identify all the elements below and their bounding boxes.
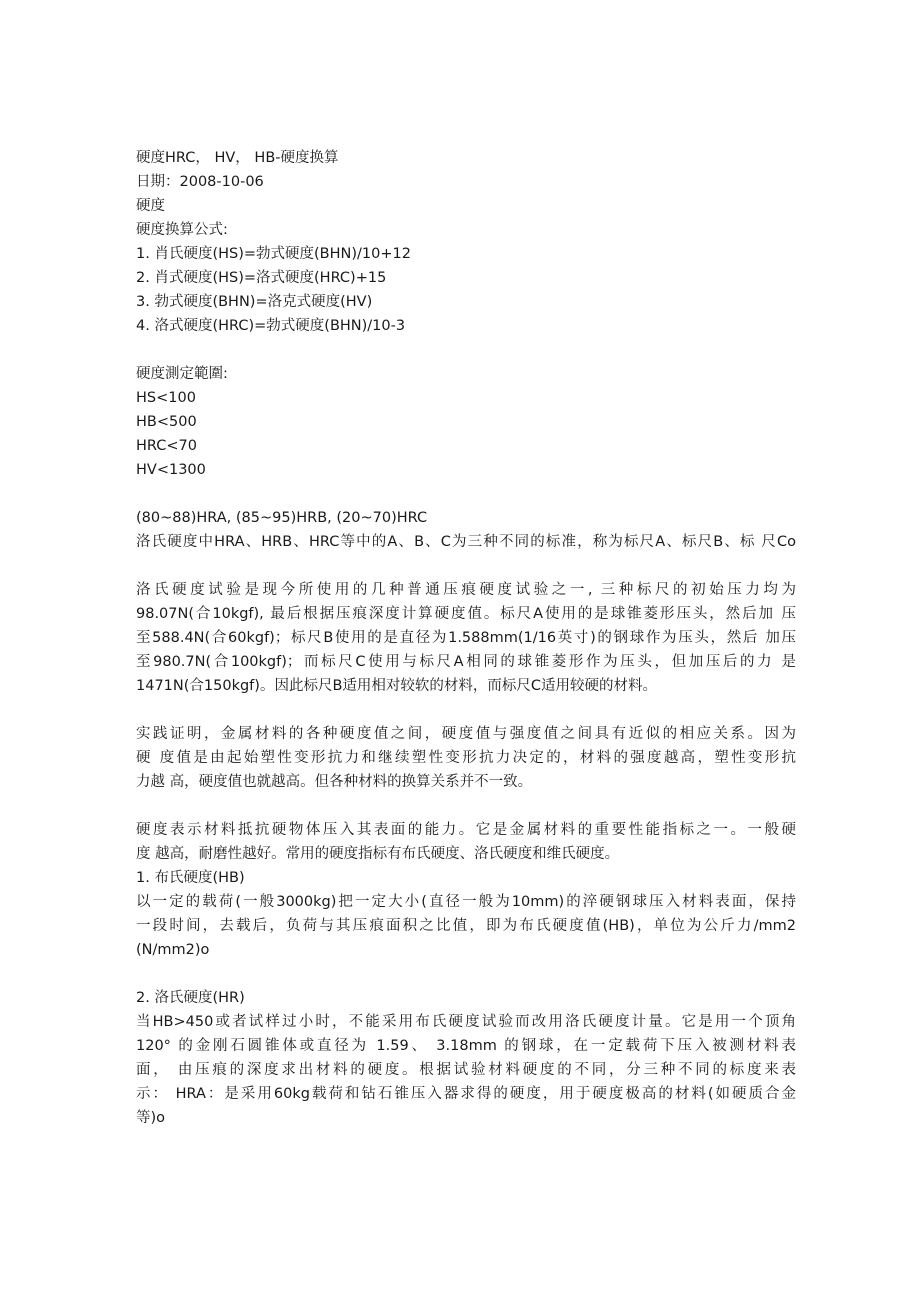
- rockwell-line: 示： HRA：是采用60kg载荷和钻石锥压入器求得的硬度，用于硬度极高的材料(如硬质合金: [136, 1086, 796, 1102]
- formulas-heading: 硬度换算公式:: [136, 222, 228, 238]
- formula-item: 1. 肖氏硬度(HS)=勃式硬度(BHN)/10+12: [136, 246, 411, 262]
- practice-line: 力越 高，硬度值也就越高。但各种材料的换算关系并不一致。: [136, 774, 533, 790]
- rockwell-test-line: 98.07N(合10kgf), 最后根据压痕深度计算硬度值。标尺A使用的是球锥菱形压头，然后加 压: [136, 606, 796, 622]
- formula-item: 2. 肖式硬度(HS)=洛式硬度(HRC)+15: [136, 270, 387, 286]
- range-item: HS<100: [136, 390, 196, 406]
- brinell-heading: 1. 布氏硬度(HB): [136, 870, 245, 886]
- scales-line: (80~88)HRA, (85~95)HRB, (20~70)HRC: [136, 510, 428, 526]
- ranges-heading: 硬度測定範圍:: [136, 366, 228, 382]
- definition-line: 度 越高，耐磨性越好。常用的硬度指标有布氏硬度、洛氏硬度和维氏硬度。: [136, 846, 620, 862]
- brinell-line: (N/mm2)o: [136, 942, 210, 958]
- rockwell-line: 当HB>450或者试样过小时，不能采用布氏硬度试验而改用洛氏硬度计量。它是用一个顶角: [136, 1014, 796, 1030]
- rockwell-test-line: 1471N(合150kgf)。因此标尺B适用相对较软的材料，而标尺C适用较硬的材料。: [136, 678, 658, 694]
- rockwell-heading: 2. 洛氏硬度(HR): [136, 990, 245, 1006]
- practice-line: 实践证明，金属材料的各种硬度值之间，硬度值与强度值之间具有近似的相应关系。因为: [136, 726, 796, 742]
- range-item: HB<500: [136, 414, 197, 430]
- rockwell-line: 120° 的金刚石圆锥体或直径为 1.59、 3.18mm 的钢球，在一定载荷下压入被测材料表: [136, 1038, 796, 1054]
- doc-category: 硬度: [136, 198, 165, 214]
- doc-title: 硬度HRC， HV， HB-硬度换算: [136, 150, 339, 166]
- range-item: HRC<70: [136, 438, 197, 454]
- rockwell-line: 面， 由压痕的深度求出材料的硬度。根据试验材料硬度的不同，分三种不同的标度来表: [136, 1062, 796, 1078]
- brinell-line: 以一定的载荷(一般3000kg)把一定大小(直径一般为10mm)的淬硬钢球压入材料表面，保持: [136, 894, 796, 910]
- rockwell-test-line: 至980.7N(合100kgf)；而标尺C使用与标尺A相同的球锥菱形作为压头，但加压后的力 是: [136, 654, 796, 670]
- definition-line: 硬度表示材料抵抗硬物体压入其表面的能力。它是金属材料的重要性能指标之一。一般硬: [136, 822, 796, 838]
- rockwell-test-line: 至588.4N(合60kgf)；标尺B使用的是直径为1.588mm(1/16英寸)的钢球作为压头，然后 加压: [136, 630, 796, 646]
- rockwell-line: 等)o: [136, 1110, 166, 1126]
- rockwell-test-line: 洛氏硬度试验是现今所使用的几种普通压痕硬度试验之一, 三种标尺的初始压力均为: [136, 582, 796, 598]
- range-item: HV<1300: [136, 462, 206, 478]
- formula-item: 3. 勃式硬度(BHN)=洛克式硬度(HV): [136, 294, 373, 310]
- brinell-line: 一段时间，去载后，负荷与其压痕面积之比值，即为布氏硬度值(HB)，单位为公斤力/mm2: [136, 918, 796, 934]
- scales-line: 洛氏硬度中HRA、HRB、HRC等中的A、B、C为三种不同的标准，称为标尺A、标尺B、标 尺Co: [136, 534, 796, 550]
- doc-date: 日期：2008-10-06: [136, 174, 264, 190]
- practice-line: 硬 度值是由起始塑性变形抗力和继续塑性变形抗力决定的，材料的强度越高，塑性变形抗: [136, 750, 796, 766]
- formula-item: 4. 洛式硬度(HRC)=勃式硬度(BHN)/10-3: [136, 318, 406, 334]
- document-body: [136, 146, 796, 1130]
